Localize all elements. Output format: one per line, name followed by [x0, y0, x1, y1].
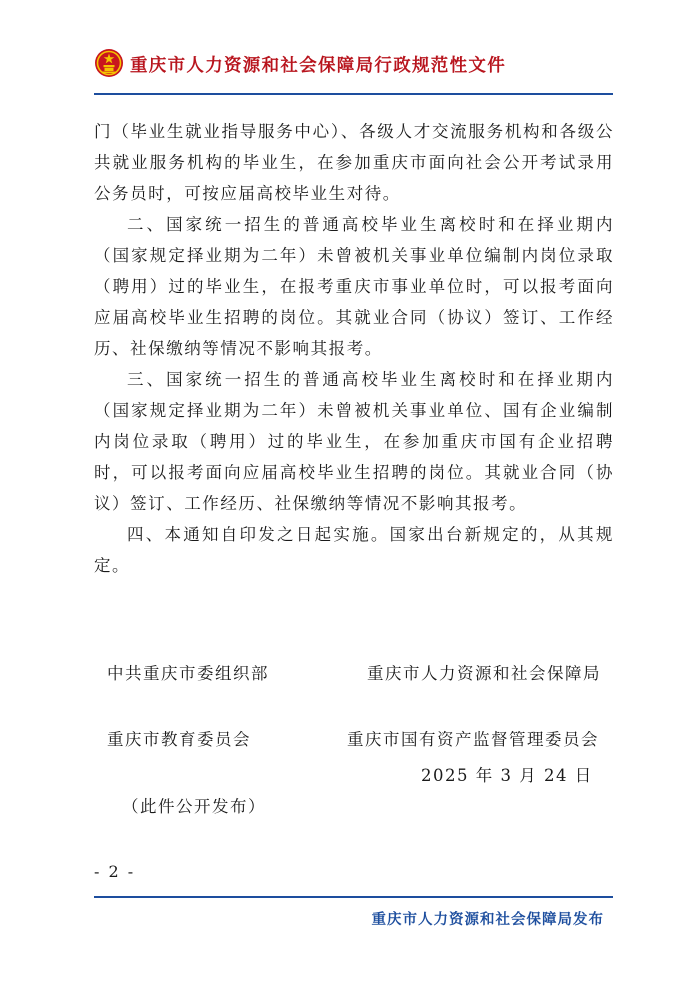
publication-note: （此件公开发布）: [122, 797, 266, 816]
signature-org-organization-dept: 中共重庆市委组织部: [107, 664, 269, 683]
header-title: 重庆市人力资源和社会保障局行政规范性文件: [130, 56, 506, 76]
signature-org-sasac: 重庆市国有资产监督管理委员会: [347, 730, 599, 749]
national-emblem-icon: [94, 48, 124, 78]
issue-date: 2025 年 3 月 24 日: [421, 766, 593, 785]
footer-publisher: 重庆市人力资源和社会保障局发布: [371, 912, 604, 928]
document-body: [94, 116, 614, 581]
paragraph-item-2: 二、国家统一招生的普通高校毕业生离校时和在择业期内（国家规定择业期为二年）未曾被机关事业单位编制内岗位录取（聘用）过的毕业生，在报考重庆市事业单位时，可以报考面向应届高校毕业生招聘的岗位。其就业合同（协议）签订、工作经历、社保缴纳等情况不影响其报考。: [94, 215, 614, 358]
paragraph-continued: 门（毕业生就业指导服务中心）、各级人才交流服务机构和各级公共就业服务机构的毕业生，在参加重庆市面向社会公开考试录用公务员时，可按应届高校毕业生对待。: [94, 122, 614, 203]
paragraph-item-4: 四、本通知自印发之日起实施。国家出台新规定的，从其规定。: [94, 525, 614, 575]
signature-org-education-commission: 重庆市教育委员会: [107, 730, 251, 749]
document-header: [94, 46, 614, 92]
header-divider: [94, 93, 613, 95]
signature-org-hrss-bureau: 重庆市人力资源和社会保障局: [367, 664, 601, 683]
footer-divider: [94, 896, 613, 898]
page-number: - 2 -: [94, 862, 136, 881]
paragraph-item-3: 三、国家统一招生的普通高校毕业生离校时和在择业期内（国家规定择业期为二年）未曾被机关事业单位、国有企业编制内岗位录取（聘用）过的毕业生，在参加重庆市国有企业招聘时，可以报考面向应届高校毕业生招聘的岗位。其就业合同（协议）签订、工作经历、社保缴纳等情况不影响其报考。: [94, 370, 614, 513]
